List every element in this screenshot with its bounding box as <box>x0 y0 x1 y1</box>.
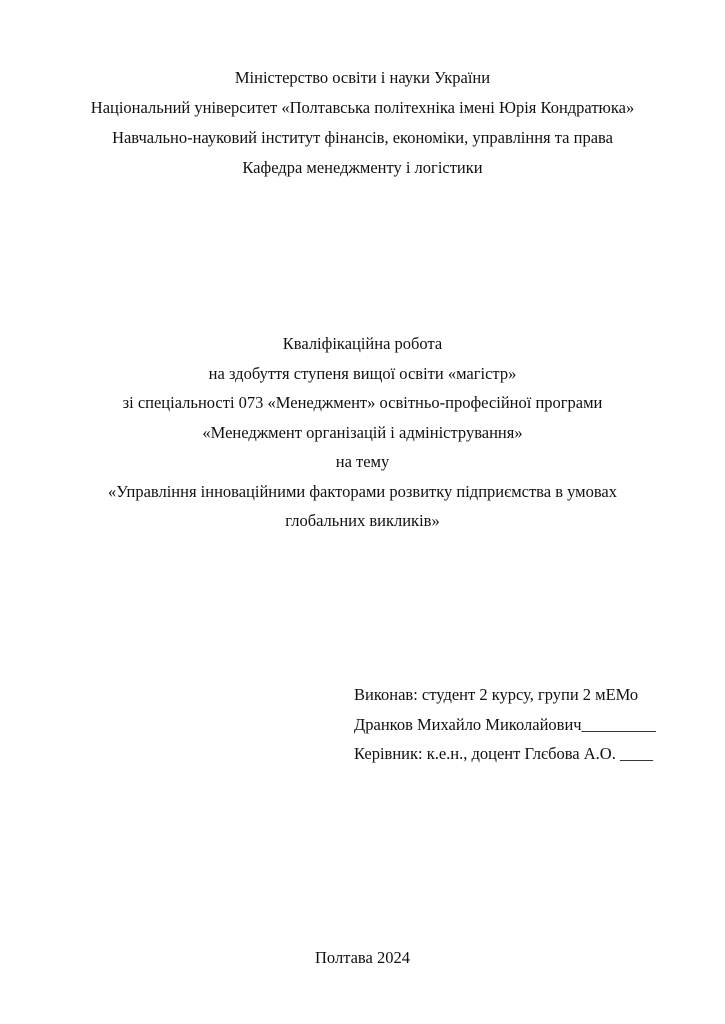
specialty: зі спеціальності 073 «Менеджмент» освітньо-професійної програми <box>122 393 603 412</box>
university-name: Національний університет «Полтавська політехніка імені Юрія Кондратюка» <box>90 98 635 117</box>
program: «Менеджмент організацій і адміністрування» <box>202 423 523 442</box>
performed-by: Виконав: студент 2 курсу, групи 2 мЕМо <box>354 685 639 704</box>
supervisor: Керівник: к.е.н., доцент Глєбова А.О. ____ <box>354 744 653 763</box>
student-name: Дранков Михайло Миколайович_________ <box>354 715 656 734</box>
degree: на здобуття ступеня вищої освіти «магістр» <box>208 364 517 383</box>
ministry-name: Міністерство освіти і науки України <box>234 68 491 87</box>
topic-label: на тему <box>335 452 390 471</box>
topic-line-2: глобальних викликів» <box>285 511 440 530</box>
department-name: Кафедра менеджменту і логістики <box>242 158 483 177</box>
institute-name: Навчально-науковий інститут фінансів, економіки, управління та права <box>112 128 613 147</box>
work-type: Кваліфікаційна робота <box>282 334 443 353</box>
city-year: Полтава 2024 <box>315 948 410 967</box>
topic-line-1: «Управління інноваційними факторами розвитку підприємства в умовах <box>108 482 617 501</box>
